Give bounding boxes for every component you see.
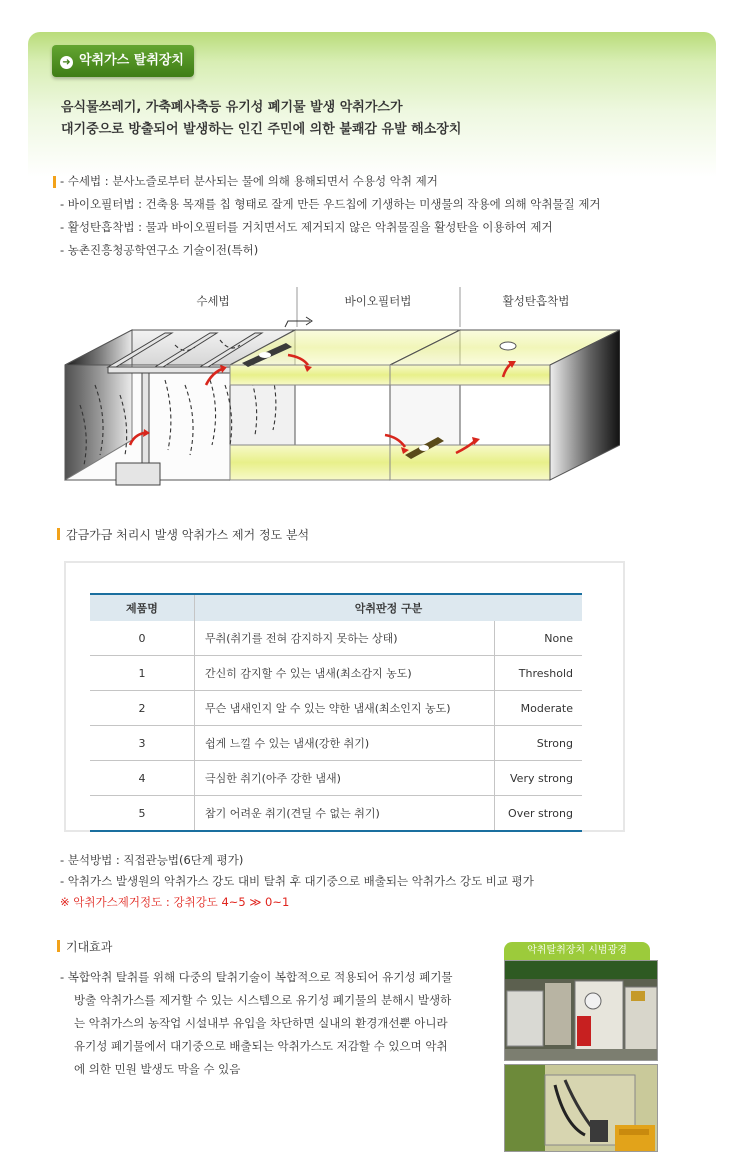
col-header-classification: 악취판정 구분: [195, 594, 583, 621]
arrow-right-icon: ➜: [60, 56, 73, 69]
bullet-bar-icon: [53, 176, 56, 188]
col-header-product: 제품명: [90, 594, 195, 621]
intro-line-2: 대기중으로 방출되어 발생하는 인긴 주민에 의한 불쾌감 유발 해소장치: [61, 122, 462, 137]
level-cell: 1: [90, 656, 195, 691]
bullet-bar-icon: [57, 940, 60, 952]
photo-caption: 악취탈취장치 시범광경: [504, 942, 650, 960]
description-cell: 무취(취기를 전혀 감지하지 못하는 상태): [195, 621, 495, 656]
method-item-tech-transfer: - 농촌진흥청공학연구소 기술이전(특허): [60, 243, 259, 257]
english-term-cell: Over strong: [495, 796, 583, 832]
table-row: [90, 726, 582, 761]
intro-text: [61, 97, 461, 141]
method-list: [60, 170, 601, 262]
odor-intensity-table: [90, 593, 582, 832]
table-row: [90, 621, 582, 656]
method-item-carbon: - 활성탄흡착법 : 물과 바이오필터를 거치면서도 제거되지 않은 악취물질을 활성탄을 이용하여 제거: [60, 220, 553, 234]
effect-item: - 복합악취 탈취를 위해 다중의 탈취기술이 복합적으로 적용되어 유기성 폐기물 방출 악취가스를 제거할 수 있는 시스템으로 유기성 폐기물의 분해시 발생하는 악취가스의 농작업 시설내부 유입을 차단하면 실내의 환경개선뿐 아니라 유기성 폐기물에서 대기중으로 배출되는 악취가스도 저감할 수 있으며 악취에 의한 민원 발생도 막을 수 있음: [60, 970, 453, 1076]
analysis-method: - 분석방법 : 직접관능법(6단계 평가): [60, 853, 244, 867]
analysis-comparison: - 악취가스 발생원의 악취가스 강도 대비 탈취 후 대기중으로 배출되는 악취가스 강도 비교 평가: [60, 874, 534, 888]
label-bio-filter: 바이오필터법: [344, 294, 412, 308]
description-cell: 간신히 감지할 수 있는 냄새(최소감지 농도): [195, 656, 495, 691]
description-cell: 참기 어려운 취기(견딜 수 없는 취기): [195, 796, 495, 832]
effect-heading: 기대효과: [57, 938, 112, 955]
english-term-cell: None: [495, 621, 583, 656]
label-water-method: 수세법: [196, 294, 230, 308]
level-cell: 2: [90, 691, 195, 726]
table-row: [90, 761, 582, 796]
analysis-heading: 감금가금 처리시 발생 악취가스 제거 정도 분석: [57, 526, 309, 543]
english-term-cell: Very strong: [495, 761, 583, 796]
water-pump: [116, 463, 160, 485]
demo-photo-1: [504, 960, 658, 1061]
removal-degree-note: ※ 악취가스제거정도 : 강취강도 4~5 ≫ 0~1: [60, 895, 290, 909]
table-row: [90, 656, 582, 691]
description-cell: 무슨 냄새인지 알 수 있는 약한 냄새(최소인지 농도): [195, 691, 495, 726]
diagram-labels: [196, 294, 569, 308]
method-item-water: - 수세법 : 분사노즐로부터 분사되는 물에 의해 용해되면서 수용성 악취 제거: [60, 170, 601, 193]
label-activated-carbon: 활성탄흡착법: [502, 294, 570, 308]
english-term-cell: Threshold: [495, 656, 583, 691]
level-cell: 4: [90, 761, 195, 796]
level-cell: 3: [90, 726, 195, 761]
bullet-bar-icon: [57, 528, 60, 540]
english-term-cell: Strong: [495, 726, 583, 761]
description-cell: 극심한 취기(아주 강한 냄새): [195, 761, 495, 796]
effect-text: [60, 966, 456, 1081]
deodorizer-process-diagram: [60, 285, 620, 495]
duct-opening-2: [419, 445, 429, 451]
page-title: 악취가스 탈취장치: [79, 53, 184, 68]
description-cell: 쉽게 느낄 수 있는 냄새(강한 취기): [195, 726, 495, 761]
table-header-row: [90, 594, 582, 621]
duct-opening: [259, 352, 271, 358]
method-item-bio: - 바이오필터법 : 건축용 목재를 칩 형태로 잘게 만든 우드칩에 기생하는 미생물의 작용에 의해 악취물질 제거: [60, 197, 601, 211]
demo-photo-2: [504, 1064, 658, 1152]
demo-photos: [504, 942, 658, 1152]
exhaust-opening: [500, 342, 516, 350]
exhaust-pipe: [285, 317, 312, 327]
level-cell: 5: [90, 796, 195, 832]
table-row: [90, 691, 582, 726]
intro-line-1: 음식물쓰레기, 가축폐사축등 유기성 폐기물 발생 악취가스가: [61, 100, 403, 115]
analysis-notes: [60, 850, 534, 913]
title-badge: [52, 45, 194, 77]
english-term-cell: Moderate: [495, 691, 583, 726]
level-cell: 0: [90, 621, 195, 656]
table-row: [90, 796, 582, 832]
